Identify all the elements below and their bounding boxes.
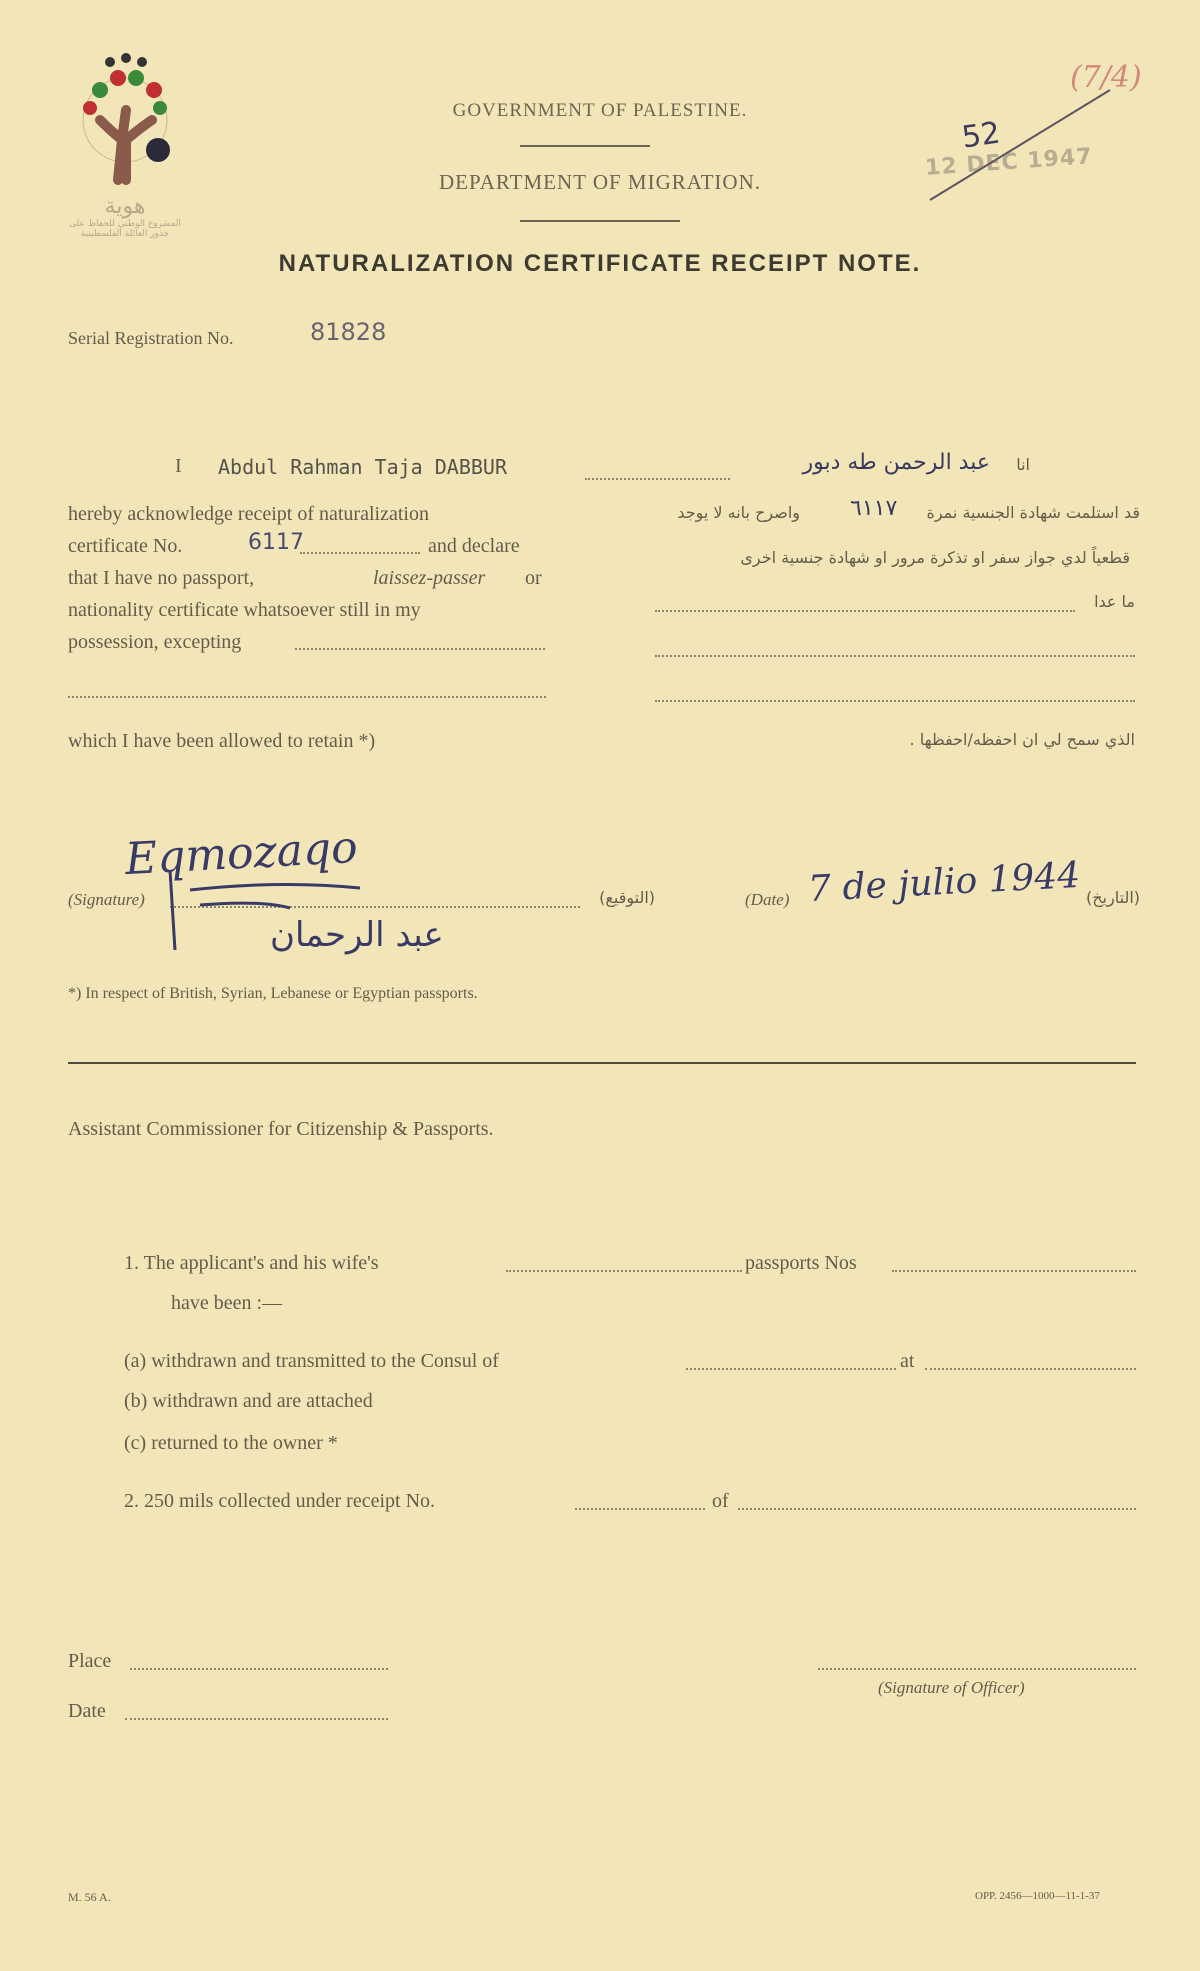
english-line-3-italic: laissez-passer [373,567,486,589]
english-line-2a: certificate No. [68,535,183,557]
header-rule-1 [520,145,650,147]
item1-text-b: passports Nos [745,1252,857,1274]
declarant-name-english: Abdul Rahman Taja DABBUR [218,455,507,479]
signature-date: 7 de julio 1944 [807,854,1082,911]
arabic-dotted-line-1 [655,610,1075,612]
section-divider [68,1062,1136,1064]
declarant-prefix: I [175,455,182,477]
logo-text: هوية [104,194,146,219]
arabic-dotted-line-2 [655,655,1135,657]
form-code: M. 56 A. [68,1890,111,1904]
item-a-at: at [900,1350,915,1372]
stamp-slash-mark [920,80,1120,210]
excepting-dotted-line-2 [68,696,546,698]
place-label: Place [68,1650,112,1672]
date-label: (Date) [745,890,790,909]
logo-caption-2: جذور العائلة الفلسطينية [80,229,170,239]
signature-label-arabic: (التوقيع) [599,888,655,907]
government-heading: GOVERNMENT OF PALESTINE. [452,100,748,121]
item-b-text: (b) withdrawn and are attached [124,1390,373,1412]
certificate-number: 6117 [248,530,304,555]
item1-dotted-line-1 [506,1270,742,1272]
item2-dotted-line-1 [575,1508,705,1510]
item-a-text: (a) withdrawn and transmitted to the Consul of [124,1350,499,1372]
item2-dotted-line-2 [738,1508,1136,1510]
item1-dotted-line-2 [892,1270,1136,1272]
family-tree-icon [60,50,190,190]
item1-text-a: 1. The applicant's and his wife's [124,1252,379,1274]
english-line-3b: or [525,567,542,589]
date-label-arabic: (التاريخ) [1085,888,1140,907]
arabic-line-1a: قد استلمت شهادة الجنسية نمرة [926,503,1140,522]
item-c-text: (c) returned to the owner * [124,1432,338,1454]
passport-footnote: *) In respect of British, Syrian, Lebanese or Egyptian passports. [68,985,478,1002]
signature-strokes [160,860,420,960]
office-heading: Assistant Commissioner for Citizenship & Passports. [68,1118,494,1140]
latin-signature: Eqmozaqo [123,821,359,886]
english-line-5: possession, excepting [68,631,242,653]
place-dotted-line [130,1668,388,1670]
english-line-1: hereby acknowledge receipt of naturalization [68,503,429,525]
name-dotted-line [585,478,730,480]
english-line-4: nationality certificate whatsoever still in my [68,599,421,621]
cert-dotted-line [300,552,420,554]
officer-signature-dotted-line [818,1668,1136,1670]
declarant-prefix-arabic: انا [1016,455,1030,474]
item1-text-c: have been :— [171,1292,283,1314]
item2-text-a: 2. 250 mils collected under receipt No. [124,1490,436,1512]
retain-text: which I have been allowed to retain *) [68,730,376,752]
item-a-dotted-line-2 [925,1368,1136,1370]
document-title: NATURALIZATION CERTIFICATE RECEIPT NOTE. [278,250,922,277]
officer-signature-label: (Signature of Officer) [878,1678,1025,1697]
signature-label: (Signature) [68,890,145,909]
logo-caption-1: المشروع الوطني للحفاظ على [68,219,181,229]
received-date-stamp: 12 DEC 1947 [924,144,1094,181]
serial-number: 81828 [310,318,387,346]
arabic-line-3: ما عدا [1094,592,1135,611]
arabic-line-2: قطعياً لدي جواز سفر او تذكرة مرور او شهادة جنسية اخرى [740,548,1130,567]
declarant-name-arabic: عبد الرحمن طه دبور [802,450,990,475]
excepting-dotted-line [295,648,545,650]
date-field-label: Date [68,1700,106,1722]
date-field-dotted-line [125,1718,388,1720]
header-rule-2 [520,220,680,222]
english-line-3a: that I have no passport, [68,567,255,589]
department-heading: DEPARTMENT OF MIGRATION. [438,170,762,194]
serial-label: Serial Registration No. [68,328,234,348]
printer-code: OPP. 2456—1000—11-1-37 [975,1890,1100,1902]
arabic-retain-text: الذي سمح لي ان احفظه/احفظها . [909,730,1135,749]
certificate-number-arabic: ٦١١٧ [850,496,898,521]
corner-pencil-mark: (7/4) [1070,60,1142,95]
arabic-line-1b: واصرح بانه لا يوجد [677,503,800,522]
english-line-2b: and declare [428,535,520,557]
item-a-dotted-line-1 [686,1368,896,1370]
stamp-number: 52 [959,115,1003,156]
arabic-dotted-line-3 [655,700,1135,702]
arabic-signature: عبد الرحمان [270,915,444,955]
item2-text-b: of [712,1490,729,1512]
heritage-logo [60,50,190,260]
